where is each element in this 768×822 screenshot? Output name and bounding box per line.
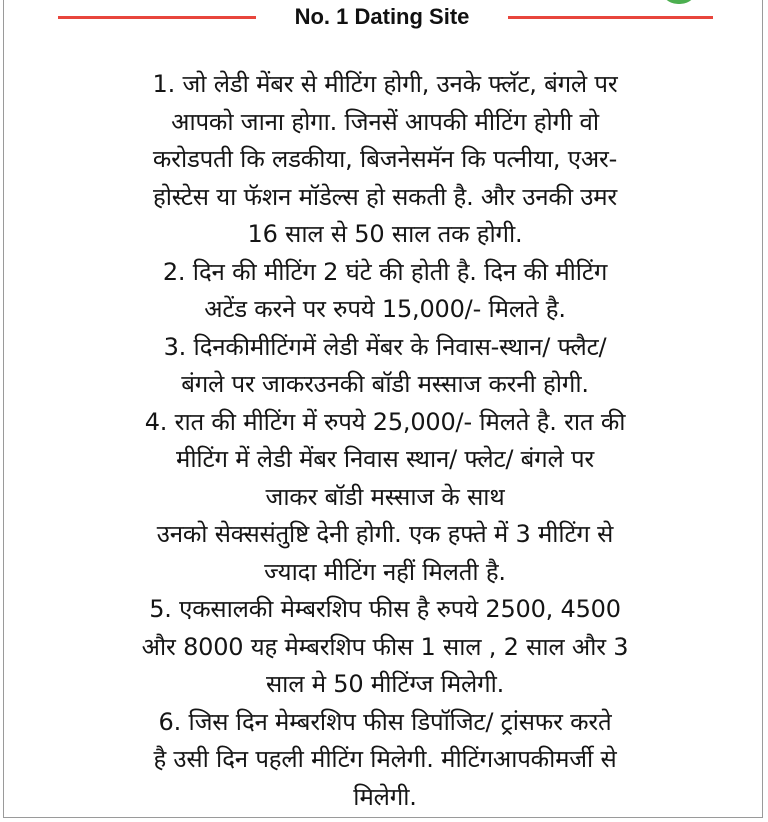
text-line: साल मे 50 मीटिंग्ज मिलेगी.: [265, 670, 505, 698]
text-line: जाकर बॉडी मस्साज के साथ: [265, 482, 505, 511]
text-line: बंगले पर जाकरउनकी बॉडी मस्साज करनी होगी.: [181, 370, 589, 398]
text-line: 5. एकसालकी मेम्बरशिप फीस है रुपये 2500, 4500: [149, 595, 621, 623]
text-line: अटेंड करने पर रुपये 15,000/- मिलते है.: [204, 295, 566, 323]
text-line: 2. दिन की मीटिंग 2 घंटे की होती है. दिन की मीटिंग: [162, 257, 608, 286]
text-line: है उसी दिन पहली मीटिंग मिलेगी. मीटिंगआपकीमर्जी से: [153, 745, 617, 773]
text-line: और 8000 यह मेम्बरशिप फीस 1 साल , 2 साल और 3: [141, 632, 629, 661]
text-line: 6. जिस दिन मेम्बरशिप फीस डिपॉजिट/ ट्रांसफर करते: [158, 707, 612, 736]
text-line: 3. दिनकीमीटिंगमें लेडी मेंबर के निवास-स्थान/ फ्लैट/: [163, 332, 607, 361]
corner-badge: [660, 0, 698, 4]
text-line: 16 साल से 50 साल तक होगी.: [247, 220, 523, 248]
text-line: 1. जो लेडी मेंबर से मीटिंग होगी, उनके फ्लॅट, बंगले पर: [152, 70, 618, 98]
body-text: [40, 66, 730, 816]
page-title: No. 1 Dating Site: [294, 4, 470, 29]
text-line: करोडपती कि लडकीया, बिजनेसमॅन कि पत्नीया, एअर-: [152, 145, 618, 173]
text-line: आपको जाना होगा. जिनसें आपकी मीटिंग होगी वो: [171, 107, 599, 136]
text-line: मिलेगी.: [353, 782, 417, 811]
text-line: होस्टेस या फॅशन मॉडेल्स हो सकती है. और उनकी उमर: [153, 182, 617, 211]
text-line: उनको सेक्ससंतुष्टि देनी होगी. एक हफ्ते में 3 मीटिंग से: [156, 520, 614, 548]
text-line: मीटिंग में लेडी मेंबर निवास स्थान/ फ्लेट/ बंगले पर: [175, 445, 595, 473]
text-line: 4. रात की मीटिंग में रुपये 25,000/- मिलते है. रात की: [144, 407, 626, 436]
title-bar: [0, 0, 768, 34]
text-line: ज्यादा मीटिंग नहीं मिलती है.: [264, 557, 506, 586]
title-rule-left: [58, 16, 256, 19]
title-rule-right: [508, 16, 713, 19]
